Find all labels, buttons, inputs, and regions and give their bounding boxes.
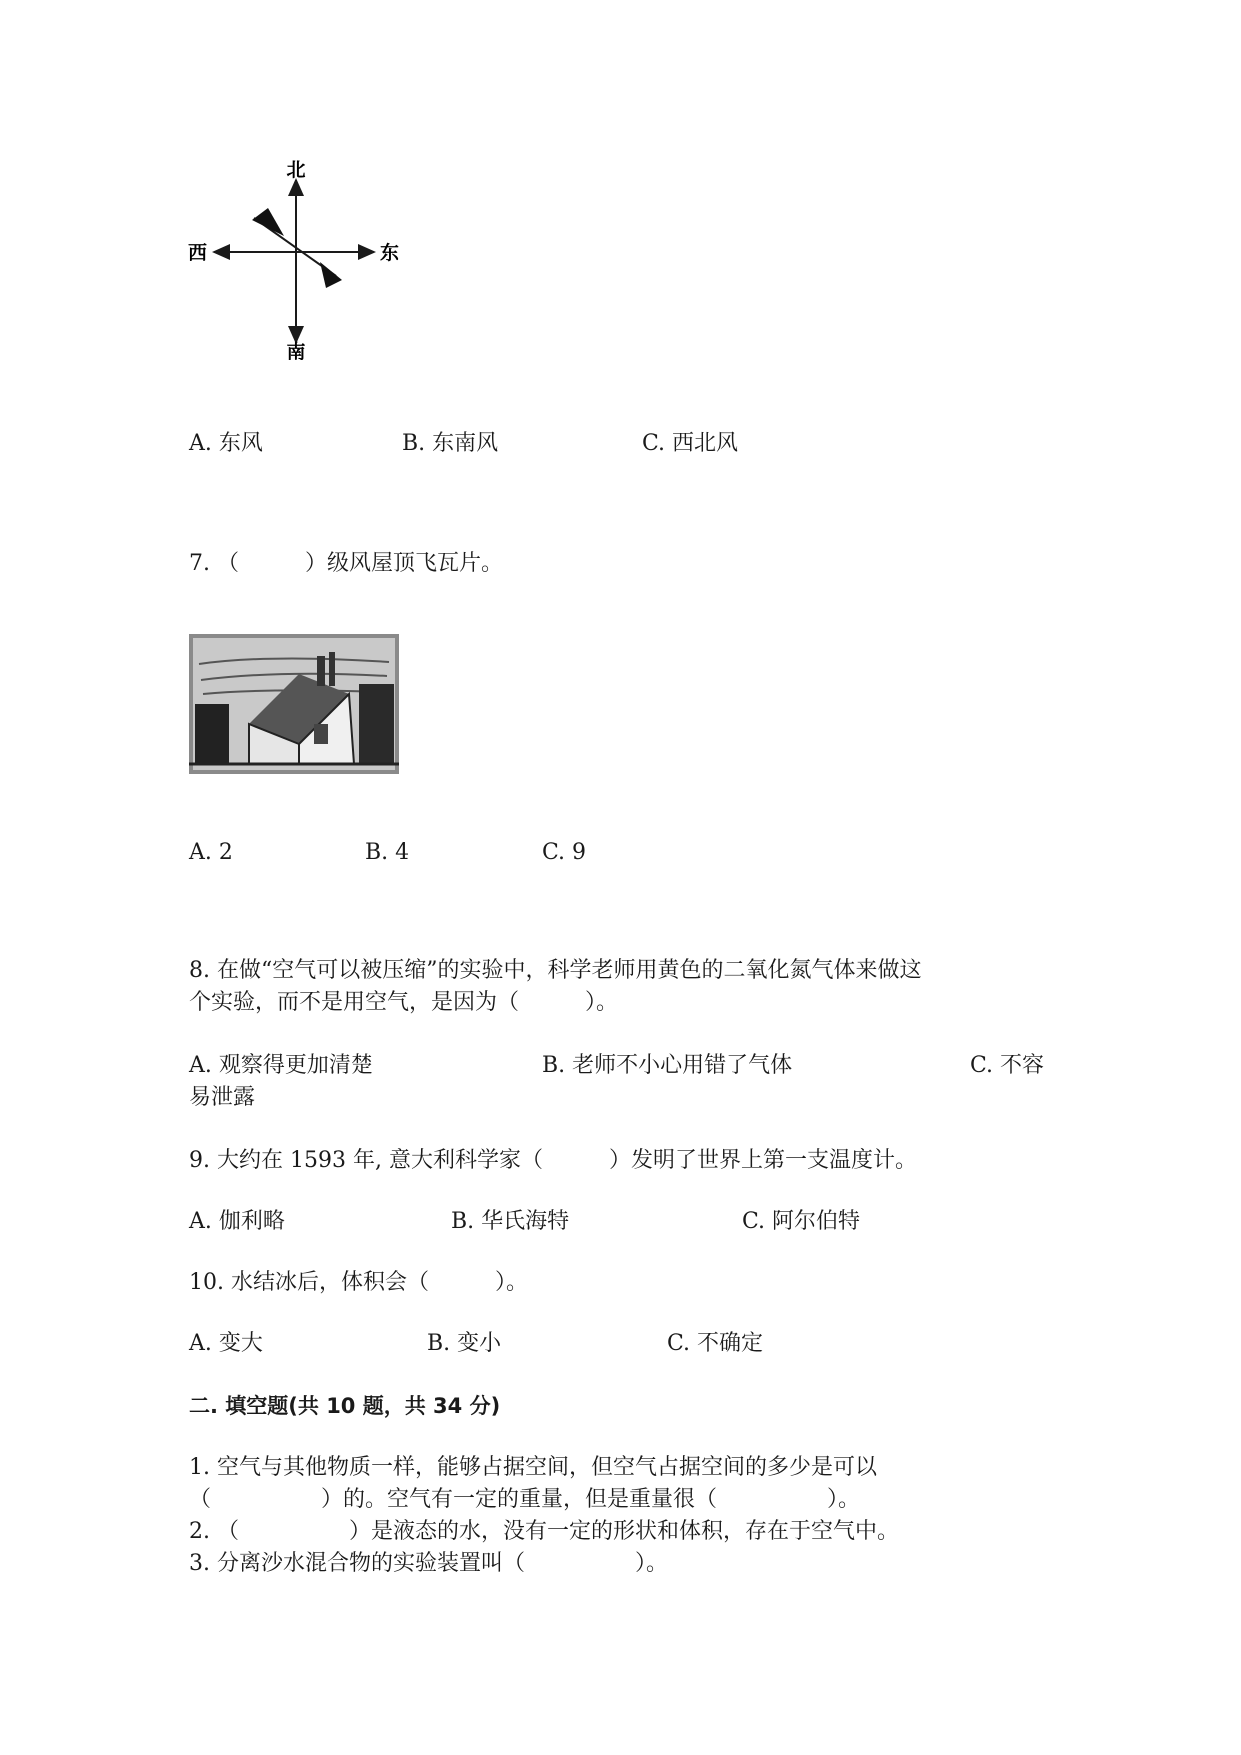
q10-option-b: B. 变小 (427, 1331, 502, 1356)
compass-west-label: 西 (188, 242, 208, 264)
q10-question: 10. 水结冰后，体积会（ ）。 (189, 1270, 528, 1295)
q6-option-b: B. 东南风 (402, 431, 499, 456)
compass-north-label: 北 (286, 159, 306, 181)
q8-option-c-continued: 易泄露 (189, 1085, 256, 1110)
q9-option-b: B. 华氏海特 (451, 1209, 570, 1234)
q10-option-c: C. 不确定 (667, 1331, 764, 1356)
compass-east-label: 东 (380, 242, 400, 264)
s2-q1-line1: 1. 空气与其他物质一样，能够占据空间，但空气占据空间的多少是可以 (189, 1455, 877, 1480)
s2-q3: 3. 分离沙水混合物的实验装置叫（ ）。 (189, 1551, 668, 1576)
section-heading-fill-in-blank: 二. 填空题(共 10 题，共 34 分) (189, 1394, 501, 1418)
house-in-wind-image (189, 634, 399, 774)
q8-question-line1: 8. 在做“空气可以被压缩”的实验中，科学老师用黄色的二氧化氮气体来做这 (189, 958, 922, 983)
q8-question-line2: 个实验，而不是用空气，是因为（ ）。 (189, 990, 619, 1015)
q9-option-c: C. 阿尔伯特 (742, 1209, 861, 1234)
q8-option-a: A. 观察得更加清楚 (189, 1053, 373, 1078)
q8-option-b: B. 老师不小心用错了气体 (542, 1053, 793, 1078)
q7-option-c: C. 9 (542, 840, 587, 865)
q7-option-b: B. 4 (365, 840, 410, 865)
q7-question: 7. （ ）级风屋顶飞瓦片。 (189, 551, 503, 576)
wind-direction-compass-figure (180, 150, 400, 360)
q6-option-a: A. 东风 (189, 431, 263, 456)
q10-option-a: A. 变大 (189, 1331, 263, 1356)
q8-option-c: C. 不容 (970, 1053, 1045, 1078)
s2-q1-line2: （ ）的。空气有一定的重量，但是重量很（ ）。 (189, 1487, 861, 1512)
q6-option-c: C. 西北风 (642, 431, 739, 456)
q9-question: 9. 大约在 1593 年, 意大利科学家（ ）发明了世界上第一支温度计。 (189, 1148, 917, 1173)
s2-q2: 2. （ ）是液态的水，没有一定的形状和体积，存在于空气中。 (189, 1519, 899, 1544)
compass-south-label: 南 (286, 341, 306, 360)
q9-option-a: A. 伽利略 (189, 1209, 285, 1234)
q7-option-a: A. 2 (189, 840, 233, 865)
